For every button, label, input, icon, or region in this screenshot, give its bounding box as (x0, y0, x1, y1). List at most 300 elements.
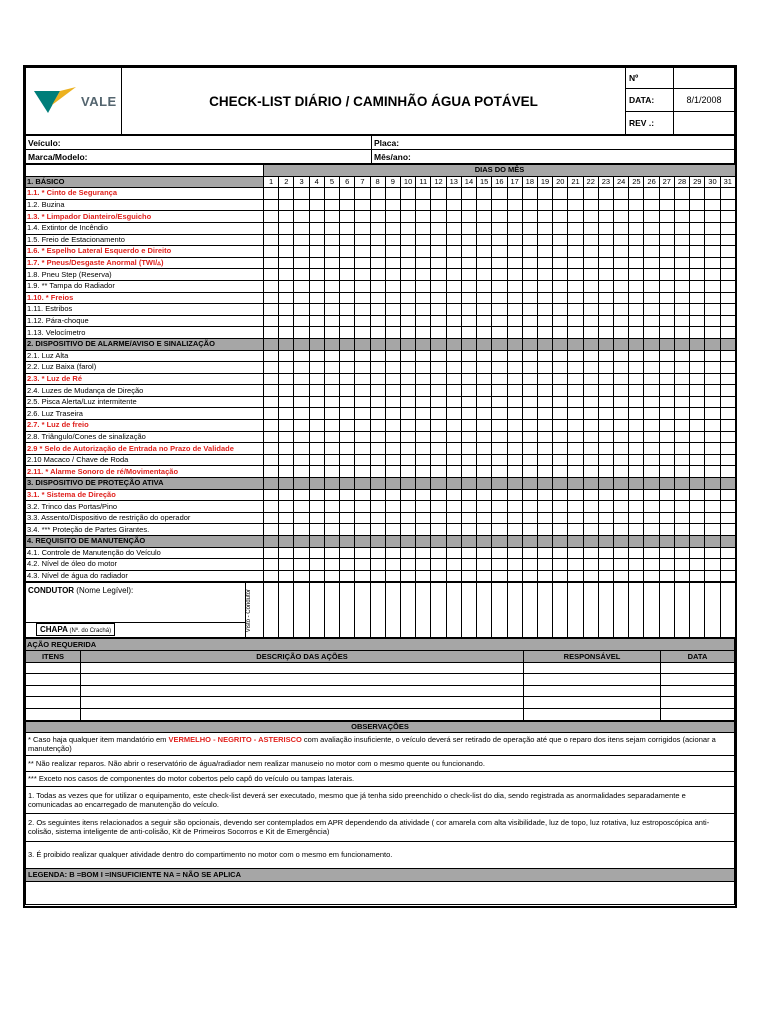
day-cell[interactable] (416, 269, 431, 281)
day-cell[interactable] (294, 524, 309, 536)
acao-data-cell[interactable] (661, 708, 735, 720)
day-cell[interactable] (720, 257, 735, 269)
day-cell[interactable] (461, 373, 476, 385)
day-cell[interactable] (309, 559, 324, 571)
day-cell[interactable] (507, 524, 522, 536)
day-cell[interactable] (629, 211, 644, 223)
day-cell[interactable] (507, 199, 522, 211)
day-cell[interactable] (446, 234, 461, 246)
day-cell[interactable] (644, 257, 659, 269)
day-cell[interactable] (629, 362, 644, 374)
day-cell[interactable] (583, 512, 598, 524)
day-cell[interactable] (629, 489, 644, 501)
day-cell[interactable] (477, 373, 492, 385)
day-cell[interactable] (461, 396, 476, 408)
day-cell[interactable] (340, 420, 355, 432)
day-cell[interactable] (659, 570, 674, 582)
day-cell[interactable] (568, 188, 583, 200)
day-cell[interactable] (264, 292, 279, 304)
day-cell[interactable] (324, 466, 339, 478)
day-cell[interactable] (537, 385, 552, 397)
day-cell[interactable] (568, 420, 583, 432)
day-cell[interactable] (309, 234, 324, 246)
day-cell[interactable] (568, 512, 583, 524)
day-cell[interactable] (324, 385, 339, 397)
day-cell[interactable] (674, 420, 689, 432)
day-cell[interactable] (537, 570, 552, 582)
day-cell[interactable] (629, 420, 644, 432)
day-cell[interactable] (294, 280, 309, 292)
day-cell[interactable] (705, 501, 720, 513)
acao-resp-cell[interactable] (524, 685, 661, 697)
day-cell[interactable] (720, 315, 735, 327)
day-cell[interactable] (705, 350, 720, 362)
day-cell[interactable] (553, 304, 568, 316)
day-cell[interactable] (431, 420, 446, 432)
day-cell[interactable] (446, 547, 461, 559)
day-cell[interactable] (644, 234, 659, 246)
day-cell[interactable] (583, 222, 598, 234)
day-cell[interactable] (324, 211, 339, 223)
day-cell[interactable] (705, 489, 720, 501)
day-cell[interactable] (461, 524, 476, 536)
day-cell[interactable] (614, 280, 629, 292)
day-cell[interactable] (553, 420, 568, 432)
visto-day-cell[interactable] (400, 583, 415, 638)
day-cell[interactable] (385, 501, 400, 513)
day-cell[interactable] (324, 269, 339, 281)
day-cell[interactable] (568, 292, 583, 304)
placa-field[interactable]: Placa: (372, 136, 735, 150)
day-cell[interactable] (720, 234, 735, 246)
day-cell[interactable] (431, 466, 446, 478)
day-cell[interactable] (370, 489, 385, 501)
day-cell[interactable] (568, 199, 583, 211)
day-cell[interactable] (614, 222, 629, 234)
day-cell[interactable] (324, 501, 339, 513)
day-cell[interactable] (355, 501, 370, 513)
day-cell[interactable] (690, 489, 705, 501)
day-cell[interactable] (553, 512, 568, 524)
day-cell[interactable] (431, 524, 446, 536)
day-cell[interactable] (431, 396, 446, 408)
day-cell[interactable] (477, 188, 492, 200)
day-cell[interactable] (598, 559, 613, 571)
day-cell[interactable] (264, 280, 279, 292)
day-cell[interactable] (614, 246, 629, 258)
day-cell[interactable] (598, 246, 613, 258)
day-cell[interactable] (446, 222, 461, 234)
day-cell[interactable] (537, 373, 552, 385)
day-cell[interactable] (614, 454, 629, 466)
day-cell[interactable] (507, 443, 522, 455)
day-cell[interactable] (598, 489, 613, 501)
day-cell[interactable] (279, 315, 294, 327)
day-cell[interactable] (461, 385, 476, 397)
day-cell[interactable] (568, 280, 583, 292)
day-cell[interactable] (598, 292, 613, 304)
acao-resp-cell[interactable] (524, 662, 661, 674)
day-cell[interactable] (507, 280, 522, 292)
day-cell[interactable] (720, 362, 735, 374)
day-cell[interactable] (614, 211, 629, 223)
day-cell[interactable] (492, 269, 507, 281)
day-cell[interactable] (264, 269, 279, 281)
day-cell[interactable] (614, 304, 629, 316)
day-cell[interactable] (264, 570, 279, 582)
day-cell[interactable] (614, 524, 629, 536)
day-cell[interactable] (674, 408, 689, 420)
day-cell[interactable] (355, 327, 370, 339)
day-cell[interactable] (431, 257, 446, 269)
day-cell[interactable] (461, 570, 476, 582)
day-cell[interactable] (568, 443, 583, 455)
day-cell[interactable] (705, 512, 720, 524)
day-cell[interactable] (294, 211, 309, 223)
day-cell[interactable] (416, 524, 431, 536)
day-cell[interactable] (431, 222, 446, 234)
day-cell[interactable] (674, 454, 689, 466)
day-cell[interactable] (507, 408, 522, 420)
day-cell[interactable] (537, 524, 552, 536)
day-cell[interactable] (614, 385, 629, 397)
day-cell[interactable] (309, 350, 324, 362)
day-cell[interactable] (477, 350, 492, 362)
day-cell[interactable] (659, 420, 674, 432)
day-cell[interactable] (674, 188, 689, 200)
day-cell[interactable] (461, 280, 476, 292)
day-cell[interactable] (355, 211, 370, 223)
day-cell[interactable] (553, 315, 568, 327)
day-cell[interactable] (279, 246, 294, 258)
day-cell[interactable] (507, 246, 522, 258)
day-cell[interactable] (705, 234, 720, 246)
day-cell[interactable] (614, 408, 629, 420)
day-cell[interactable] (568, 547, 583, 559)
day-cell[interactable] (705, 396, 720, 408)
day-cell[interactable] (461, 443, 476, 455)
day-cell[interactable] (400, 362, 415, 374)
day-cell[interactable] (355, 234, 370, 246)
day-cell[interactable] (477, 408, 492, 420)
day-cell[interactable] (294, 408, 309, 420)
day-cell[interactable] (690, 420, 705, 432)
day-cell[interactable] (568, 408, 583, 420)
day-cell[interactable] (583, 420, 598, 432)
day-cell[interactable] (477, 246, 492, 258)
day-cell[interactable] (522, 547, 537, 559)
day-cell[interactable] (522, 512, 537, 524)
day-cell[interactable] (644, 524, 659, 536)
day-cell[interactable] (674, 234, 689, 246)
day-cell[interactable] (294, 350, 309, 362)
day-cell[interactable] (324, 396, 339, 408)
day-cell[interactable] (400, 257, 415, 269)
day-cell[interactable] (340, 280, 355, 292)
day-cell[interactable] (416, 466, 431, 478)
day-cell[interactable] (598, 385, 613, 397)
day-cell[interactable] (279, 443, 294, 455)
day-cell[interactable] (370, 396, 385, 408)
day-cell[interactable] (461, 431, 476, 443)
day-cell[interactable] (507, 257, 522, 269)
day-cell[interactable] (294, 420, 309, 432)
day-cell[interactable] (720, 408, 735, 420)
day-cell[interactable] (537, 547, 552, 559)
visto-day-cell[interactable] (507, 583, 522, 638)
day-cell[interactable] (385, 443, 400, 455)
day-cell[interactable] (705, 466, 720, 478)
day-cell[interactable] (537, 443, 552, 455)
day-cell[interactable] (355, 199, 370, 211)
day-cell[interactable] (324, 362, 339, 374)
day-cell[interactable] (674, 443, 689, 455)
day-cell[interactable] (492, 327, 507, 339)
day-cell[interactable] (644, 466, 659, 478)
day-cell[interactable] (324, 327, 339, 339)
day-cell[interactable] (279, 408, 294, 420)
day-cell[interactable] (583, 327, 598, 339)
day-cell[interactable] (431, 431, 446, 443)
day-cell[interactable] (522, 559, 537, 571)
visto-day-cell[interactable] (720, 583, 735, 638)
day-cell[interactable] (416, 327, 431, 339)
day-cell[interactable] (279, 269, 294, 281)
day-cell[interactable] (690, 269, 705, 281)
visto-day-cell[interactable] (416, 583, 431, 638)
day-cell[interactable] (492, 315, 507, 327)
day-cell[interactable] (553, 362, 568, 374)
day-cell[interactable] (674, 269, 689, 281)
day-cell[interactable] (553, 246, 568, 258)
day-cell[interactable] (690, 327, 705, 339)
day-cell[interactable] (264, 188, 279, 200)
day-cell[interactable] (446, 512, 461, 524)
day-cell[interactable] (598, 304, 613, 316)
day-cell[interactable] (446, 420, 461, 432)
day-cell[interactable] (309, 315, 324, 327)
day-cell[interactable] (690, 246, 705, 258)
day-cell[interactable] (537, 501, 552, 513)
day-cell[interactable] (355, 408, 370, 420)
day-cell[interactable] (674, 222, 689, 234)
day-cell[interactable] (279, 280, 294, 292)
day-cell[interactable] (629, 570, 644, 582)
day-cell[interactable] (340, 362, 355, 374)
acao-itens-cell[interactable] (26, 685, 81, 697)
day-cell[interactable] (324, 454, 339, 466)
day-cell[interactable] (355, 188, 370, 200)
day-cell[interactable] (324, 512, 339, 524)
day-cell[interactable] (659, 466, 674, 478)
acao-desc-cell[interactable] (81, 674, 524, 686)
day-cell[interactable] (644, 396, 659, 408)
day-cell[interactable] (705, 559, 720, 571)
day-cell[interactable] (492, 443, 507, 455)
day-cell[interactable] (446, 188, 461, 200)
day-cell[interactable] (568, 454, 583, 466)
day-cell[interactable] (690, 396, 705, 408)
day-cell[interactable] (659, 327, 674, 339)
day-cell[interactable] (370, 373, 385, 385)
day-cell[interactable] (720, 199, 735, 211)
day-cell[interactable] (537, 489, 552, 501)
day-cell[interactable] (690, 408, 705, 420)
day-cell[interactable] (400, 443, 415, 455)
day-cell[interactable] (614, 512, 629, 524)
day-cell[interactable] (583, 362, 598, 374)
day-cell[interactable] (431, 269, 446, 281)
day-cell[interactable] (705, 362, 720, 374)
day-cell[interactable] (598, 501, 613, 513)
day-cell[interactable] (583, 280, 598, 292)
day-cell[interactable] (400, 385, 415, 397)
day-cell[interactable] (279, 292, 294, 304)
day-cell[interactable] (446, 327, 461, 339)
day-cell[interactable] (309, 408, 324, 420)
day-cell[interactable] (644, 373, 659, 385)
day-cell[interactable] (705, 188, 720, 200)
day-cell[interactable] (614, 501, 629, 513)
day-cell[interactable] (553, 257, 568, 269)
day-cell[interactable] (385, 524, 400, 536)
day-cell[interactable] (629, 396, 644, 408)
day-cell[interactable] (659, 199, 674, 211)
day-cell[interactable] (416, 211, 431, 223)
day-cell[interactable] (720, 269, 735, 281)
day-cell[interactable] (492, 304, 507, 316)
day-cell[interactable] (279, 396, 294, 408)
day-cell[interactable] (659, 443, 674, 455)
day-cell[interactable] (477, 570, 492, 582)
day-cell[interactable] (674, 327, 689, 339)
day-cell[interactable] (309, 524, 324, 536)
day-cell[interactable] (553, 350, 568, 362)
day-cell[interactable] (370, 524, 385, 536)
day-cell[interactable] (294, 489, 309, 501)
day-cell[interactable] (446, 292, 461, 304)
day-cell[interactable] (583, 234, 598, 246)
day-cell[interactable] (492, 420, 507, 432)
day-cell[interactable] (477, 524, 492, 536)
day-cell[interactable] (614, 199, 629, 211)
day-cell[interactable] (416, 280, 431, 292)
day-cell[interactable] (400, 559, 415, 571)
acao-desc-cell[interactable] (81, 662, 524, 674)
day-cell[interactable] (522, 211, 537, 223)
day-cell[interactable] (279, 501, 294, 513)
day-cell[interactable] (431, 559, 446, 571)
day-cell[interactable] (720, 431, 735, 443)
acao-desc-cell[interactable] (81, 708, 524, 720)
day-cell[interactable] (431, 292, 446, 304)
day-cell[interactable] (431, 315, 446, 327)
day-cell[interactable] (355, 547, 370, 559)
day-cell[interactable] (461, 269, 476, 281)
day-cell[interactable] (553, 443, 568, 455)
day-cell[interactable] (446, 431, 461, 443)
day-cell[interactable] (492, 512, 507, 524)
visto-day-cell[interactable] (355, 583, 370, 638)
day-cell[interactable] (690, 524, 705, 536)
visto-day-cell[interactable] (385, 583, 400, 638)
day-cell[interactable] (294, 501, 309, 513)
day-cell[interactable] (370, 501, 385, 513)
day-cell[interactable] (568, 489, 583, 501)
day-cell[interactable] (355, 350, 370, 362)
day-cell[interactable] (674, 257, 689, 269)
day-cell[interactable] (629, 199, 644, 211)
day-cell[interactable] (629, 524, 644, 536)
day-cell[interactable] (309, 304, 324, 316)
day-cell[interactable] (522, 443, 537, 455)
day-cell[interactable] (400, 454, 415, 466)
day-cell[interactable] (370, 222, 385, 234)
day-cell[interactable] (477, 234, 492, 246)
day-cell[interactable] (537, 257, 552, 269)
day-cell[interactable] (416, 431, 431, 443)
day-cell[interactable] (598, 524, 613, 536)
acao-resp-cell[interactable] (524, 697, 661, 709)
day-cell[interactable] (598, 570, 613, 582)
day-cell[interactable] (294, 454, 309, 466)
day-cell[interactable] (446, 373, 461, 385)
day-cell[interactable] (537, 431, 552, 443)
day-cell[interactable] (659, 315, 674, 327)
day-cell[interactable] (264, 373, 279, 385)
day-cell[interactable] (720, 222, 735, 234)
day-cell[interactable] (340, 489, 355, 501)
day-cell[interactable] (598, 408, 613, 420)
day-cell[interactable] (537, 408, 552, 420)
day-cell[interactable] (264, 362, 279, 374)
chapa-field[interactable] (26, 623, 246, 638)
day-cell[interactable] (492, 431, 507, 443)
day-cell[interactable] (461, 350, 476, 362)
day-cell[interactable] (583, 211, 598, 223)
day-cell[interactable] (720, 466, 735, 478)
day-cell[interactable] (461, 188, 476, 200)
day-cell[interactable] (400, 234, 415, 246)
day-cell[interactable] (674, 246, 689, 258)
day-cell[interactable] (416, 420, 431, 432)
day-cell[interactable] (522, 489, 537, 501)
day-cell[interactable] (264, 466, 279, 478)
day-cell[interactable] (598, 443, 613, 455)
day-cell[interactable] (416, 246, 431, 258)
day-cell[interactable] (522, 327, 537, 339)
day-cell[interactable] (324, 408, 339, 420)
day-cell[interactable] (416, 292, 431, 304)
day-cell[interactable] (446, 396, 461, 408)
day-cell[interactable] (264, 501, 279, 513)
day-cell[interactable] (522, 234, 537, 246)
day-cell[interactable] (385, 396, 400, 408)
day-cell[interactable] (370, 570, 385, 582)
day-cell[interactable] (598, 362, 613, 374)
day-cell[interactable] (720, 454, 735, 466)
day-cell[interactable] (355, 524, 370, 536)
day-cell[interactable] (522, 420, 537, 432)
day-cell[interactable] (385, 454, 400, 466)
day-cell[interactable] (279, 559, 294, 571)
day-cell[interactable] (461, 454, 476, 466)
day-cell[interactable] (294, 315, 309, 327)
day-cell[interactable] (659, 501, 674, 513)
day-cell[interactable] (583, 443, 598, 455)
day-cell[interactable] (659, 396, 674, 408)
day-cell[interactable] (720, 547, 735, 559)
